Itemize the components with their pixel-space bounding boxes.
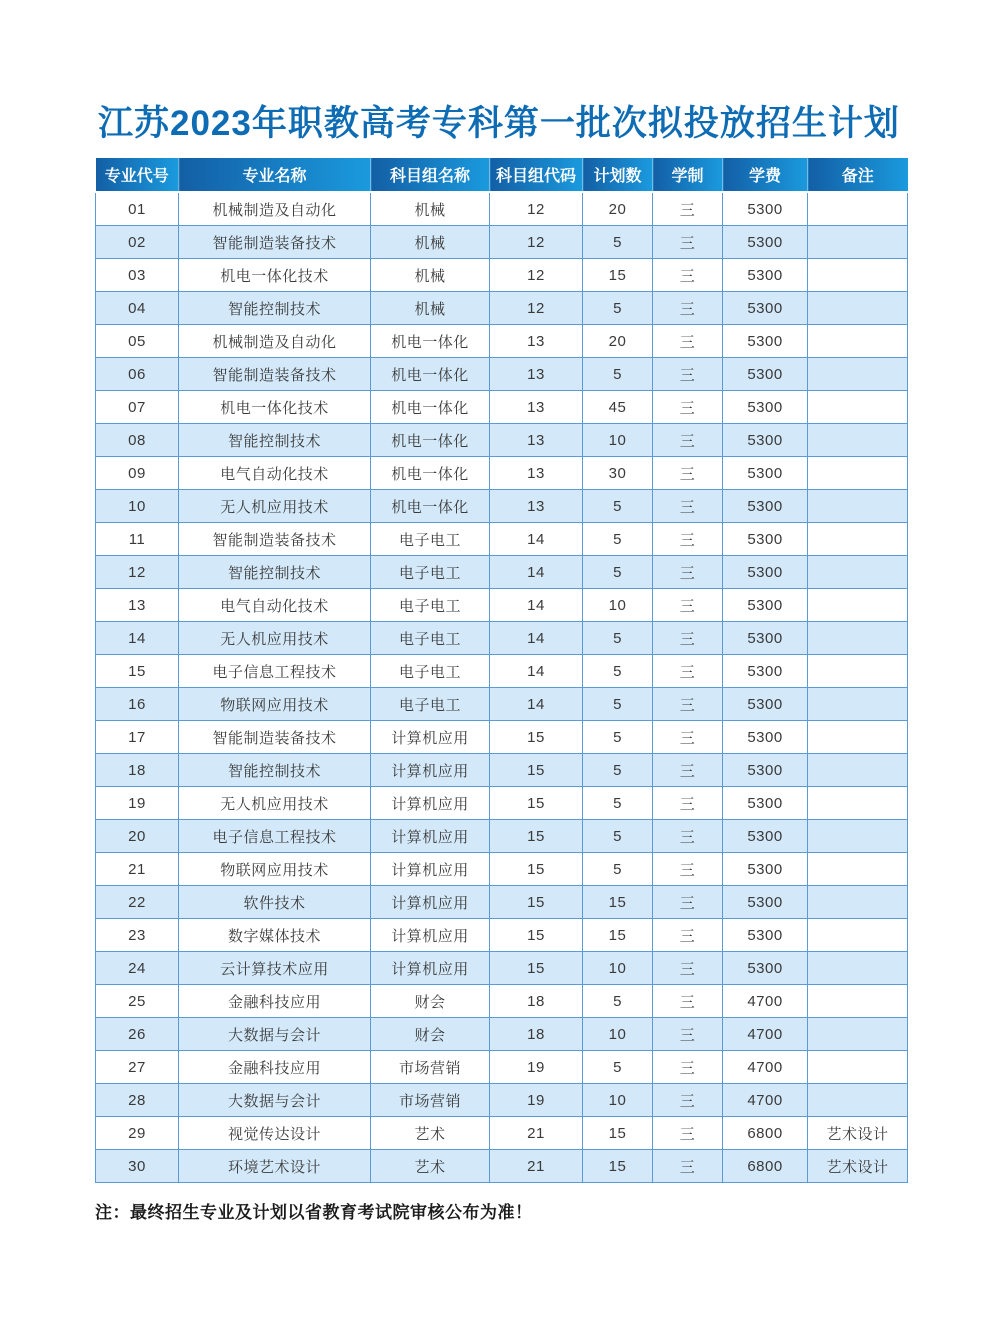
table-row bbox=[96, 886, 908, 919]
table-cell bbox=[808, 325, 908, 358]
table-cell bbox=[808, 589, 908, 622]
table-cell: 13 bbox=[490, 490, 583, 523]
table-cell: 金融科技应用 bbox=[179, 1051, 371, 1084]
table-cell: 27 bbox=[96, 1051, 179, 1084]
table-cell: 三 bbox=[653, 226, 723, 259]
table-cell: 23 bbox=[96, 919, 179, 952]
table-cell: 5 bbox=[583, 754, 653, 787]
table-cell bbox=[808, 787, 908, 820]
table-cell: 29 bbox=[96, 1117, 179, 1150]
table-cell: 19 bbox=[490, 1084, 583, 1117]
table-cell: 物联网应用技术 bbox=[179, 688, 371, 721]
table-cell: 三 bbox=[653, 688, 723, 721]
table-row bbox=[96, 391, 908, 424]
table-cell: 22 bbox=[96, 886, 179, 919]
header-cell: 计划数 bbox=[583, 158, 653, 192]
table-cell: 18 bbox=[96, 754, 179, 787]
table-cell: 5300 bbox=[723, 622, 808, 655]
table-cell: 01 bbox=[96, 192, 179, 226]
table-cell bbox=[808, 192, 908, 226]
table-row bbox=[96, 292, 908, 325]
table-cell: 5300 bbox=[723, 787, 808, 820]
table-cell: 10 bbox=[583, 1018, 653, 1051]
table-cell: 电子电工 bbox=[371, 589, 490, 622]
table-cell: 16 bbox=[96, 688, 179, 721]
table-cell: 04 bbox=[96, 292, 179, 325]
table-cell: 17 bbox=[96, 721, 179, 754]
table-cell: 5300 bbox=[723, 589, 808, 622]
table-row bbox=[96, 688, 908, 721]
table-cell: 03 bbox=[96, 259, 179, 292]
table-cell: 08 bbox=[96, 424, 179, 457]
enrollment-plan-table bbox=[95, 158, 908, 1183]
table-cell: 19 bbox=[96, 787, 179, 820]
table-cell: 15 bbox=[490, 754, 583, 787]
table-cell: 智能控制技术 bbox=[179, 424, 371, 457]
table-cell: 计算机应用 bbox=[371, 919, 490, 952]
table-cell: 10 bbox=[583, 424, 653, 457]
table-cell: 三 bbox=[653, 1150, 723, 1183]
table-cell: 10 bbox=[583, 589, 653, 622]
table-row bbox=[96, 192, 908, 226]
table-cell: 艺术 bbox=[371, 1150, 490, 1183]
table-cell: 13 bbox=[490, 391, 583, 424]
table-cell: 5300 bbox=[723, 391, 808, 424]
table-header-row bbox=[96, 158, 908, 192]
table-cell: 三 bbox=[653, 622, 723, 655]
table-cell: 机电一体化 bbox=[371, 358, 490, 391]
table-cell: 机械 bbox=[371, 292, 490, 325]
table-cell: 14 bbox=[96, 622, 179, 655]
table-cell: 智能制造装备技术 bbox=[179, 523, 371, 556]
table-row bbox=[96, 523, 908, 556]
table-cell: 财会 bbox=[371, 985, 490, 1018]
table-cell: 14 bbox=[490, 688, 583, 721]
table-cell: 28 bbox=[96, 1084, 179, 1117]
table-cell: 电子电工 bbox=[371, 556, 490, 589]
table-cell: 12 bbox=[96, 556, 179, 589]
table-cell: 数字媒体技术 bbox=[179, 919, 371, 952]
table-cell: 三 bbox=[653, 457, 723, 490]
table-cell bbox=[808, 622, 908, 655]
table-cell: 电子信息工程技术 bbox=[179, 655, 371, 688]
table-cell: 5 bbox=[583, 820, 653, 853]
table-cell: 26 bbox=[96, 1018, 179, 1051]
table-cell: 5 bbox=[583, 226, 653, 259]
table-cell: 21 bbox=[490, 1117, 583, 1150]
table-cell bbox=[808, 490, 908, 523]
table-cell bbox=[808, 688, 908, 721]
table-row bbox=[96, 952, 908, 985]
table-cell: 智能制造装备技术 bbox=[179, 226, 371, 259]
table-row bbox=[96, 1117, 908, 1150]
table-cell: 13 bbox=[490, 424, 583, 457]
table-row bbox=[96, 754, 908, 787]
table-cell: 机械 bbox=[371, 192, 490, 226]
table-cell: 20 bbox=[583, 192, 653, 226]
table-cell: 无人机应用技术 bbox=[179, 490, 371, 523]
table-cell: 15 bbox=[490, 853, 583, 886]
table-row bbox=[96, 589, 908, 622]
table-row bbox=[96, 457, 908, 490]
table-cell: 软件技术 bbox=[179, 886, 371, 919]
header-cell: 科目组名称 bbox=[371, 158, 490, 192]
table-cell: 5300 bbox=[723, 259, 808, 292]
table-cell bbox=[808, 820, 908, 853]
header-cell: 专业名称 bbox=[179, 158, 371, 192]
table-cell: 三 bbox=[653, 424, 723, 457]
table-cell: 无人机应用技术 bbox=[179, 622, 371, 655]
header-cell: 专业代号 bbox=[96, 158, 179, 192]
table-cell: 02 bbox=[96, 226, 179, 259]
table-cell: 智能控制技术 bbox=[179, 754, 371, 787]
table-cell: 10 bbox=[583, 1084, 653, 1117]
table-cell: 15 bbox=[583, 1150, 653, 1183]
table-cell: 5300 bbox=[723, 655, 808, 688]
table-cell: 14 bbox=[490, 622, 583, 655]
table-cell: 21 bbox=[490, 1150, 583, 1183]
table-row bbox=[96, 655, 908, 688]
table-cell: 电气自动化技术 bbox=[179, 589, 371, 622]
table-cell: 5300 bbox=[723, 358, 808, 391]
table-row bbox=[96, 1051, 908, 1084]
table-cell: 机电一体化 bbox=[371, 490, 490, 523]
table-cell: 机械 bbox=[371, 226, 490, 259]
table-cell: 15 bbox=[96, 655, 179, 688]
table-cell: 三 bbox=[653, 952, 723, 985]
table-row bbox=[96, 1150, 908, 1183]
table-cell bbox=[808, 853, 908, 886]
table-cell: 智能控制技术 bbox=[179, 556, 371, 589]
table-cell: 机电一体化技术 bbox=[179, 259, 371, 292]
table-cell: 12 bbox=[490, 259, 583, 292]
header-cell: 备注 bbox=[808, 158, 908, 192]
table-cell: 24 bbox=[96, 952, 179, 985]
table-cell: 11 bbox=[96, 523, 179, 556]
table-cell: 5300 bbox=[723, 325, 808, 358]
table-cell: 计算机应用 bbox=[371, 886, 490, 919]
table-cell bbox=[808, 952, 908, 985]
table-cell: 计算机应用 bbox=[371, 721, 490, 754]
table-cell: 三 bbox=[653, 1051, 723, 1084]
table-cell: 15 bbox=[490, 820, 583, 853]
table-cell: 金融科技应用 bbox=[179, 985, 371, 1018]
table-cell: 13 bbox=[490, 325, 583, 358]
table-cell: 电气自动化技术 bbox=[179, 457, 371, 490]
table-cell bbox=[808, 1084, 908, 1117]
table-cell: 艺术 bbox=[371, 1117, 490, 1150]
table-cell: 25 bbox=[96, 985, 179, 1018]
table-cell: 15 bbox=[490, 919, 583, 952]
table-cell: 5300 bbox=[723, 688, 808, 721]
table-cell: 云计算技术应用 bbox=[179, 952, 371, 985]
table-row bbox=[96, 820, 908, 853]
header-cell: 学制 bbox=[653, 158, 723, 192]
table-cell: 大数据与会计 bbox=[179, 1084, 371, 1117]
table-cell: 5300 bbox=[723, 523, 808, 556]
table-cell: 15 bbox=[490, 721, 583, 754]
table-cell: 21 bbox=[96, 853, 179, 886]
table-cell: 19 bbox=[490, 1051, 583, 1084]
table-cell: 三 bbox=[653, 556, 723, 589]
table-cell: 5300 bbox=[723, 424, 808, 457]
table-row bbox=[96, 259, 908, 292]
table-cell: 14 bbox=[490, 523, 583, 556]
table-cell bbox=[808, 655, 908, 688]
header-cell: 科目组代码 bbox=[490, 158, 583, 192]
table-cell: 15 bbox=[490, 787, 583, 820]
table-cell: 无人机应用技术 bbox=[179, 787, 371, 820]
table-cell: 20 bbox=[583, 325, 653, 358]
table-cell: 三 bbox=[653, 721, 723, 754]
table-row bbox=[96, 556, 908, 589]
table-cell: 三 bbox=[653, 853, 723, 886]
table-cell: 三 bbox=[653, 259, 723, 292]
page-title: 江苏2023年职教高考专科第一批次拟投放招生计划 bbox=[98, 104, 900, 143]
table-cell: 机械制造及自动化 bbox=[179, 192, 371, 226]
table-cell: 5300 bbox=[723, 952, 808, 985]
table-cell: 6800 bbox=[723, 1150, 808, 1183]
table-cell: 机电一体化 bbox=[371, 325, 490, 358]
table-cell: 06 bbox=[96, 358, 179, 391]
table-cell: 机械 bbox=[371, 259, 490, 292]
table-cell: 三 bbox=[653, 358, 723, 391]
table-cell: 智能制造装备技术 bbox=[179, 358, 371, 391]
table-cell bbox=[808, 556, 908, 589]
table-cell: 5300 bbox=[723, 754, 808, 787]
table-cell: 5300 bbox=[723, 556, 808, 589]
table-cell: 5 bbox=[583, 655, 653, 688]
table-row bbox=[96, 787, 908, 820]
table-row bbox=[96, 1018, 908, 1051]
table-cell: 市场营销 bbox=[371, 1051, 490, 1084]
table-cell: 财会 bbox=[371, 1018, 490, 1051]
table-cell: 机电一体化 bbox=[371, 424, 490, 457]
table-cell: 13 bbox=[490, 457, 583, 490]
table-row bbox=[96, 853, 908, 886]
table-cell: 4700 bbox=[723, 1018, 808, 1051]
table-cell: 20 bbox=[96, 820, 179, 853]
table-cell: 13 bbox=[490, 358, 583, 391]
table-cell: 三 bbox=[653, 1018, 723, 1051]
table-cell: 计算机应用 bbox=[371, 754, 490, 787]
table-cell: 市场营销 bbox=[371, 1084, 490, 1117]
table-cell: 5300 bbox=[723, 292, 808, 325]
table-cell bbox=[808, 523, 908, 556]
table-cell: 计算机应用 bbox=[371, 820, 490, 853]
table-cell: 6800 bbox=[723, 1117, 808, 1150]
table-cell bbox=[808, 358, 908, 391]
table-cell: 机电一体化技术 bbox=[179, 391, 371, 424]
table-cell: 13 bbox=[96, 589, 179, 622]
table-cell: 大数据与会计 bbox=[179, 1018, 371, 1051]
table-cell: 计算机应用 bbox=[371, 787, 490, 820]
table-cell: 计算机应用 bbox=[371, 952, 490, 985]
table-cell: 14 bbox=[490, 655, 583, 688]
table-cell: 三 bbox=[653, 192, 723, 226]
table-cell: 15 bbox=[583, 886, 653, 919]
table-cell: 三 bbox=[653, 1084, 723, 1117]
table-row bbox=[96, 985, 908, 1018]
table-cell: 5 bbox=[583, 688, 653, 721]
table-cell: 5300 bbox=[723, 820, 808, 853]
table-cell: 18 bbox=[490, 1018, 583, 1051]
table-cell: 5 bbox=[583, 787, 653, 820]
table-cell bbox=[808, 1018, 908, 1051]
table-body bbox=[96, 192, 908, 1183]
table-cell: 视觉传达设计 bbox=[179, 1117, 371, 1150]
table-cell: 15 bbox=[583, 919, 653, 952]
table-cell: 5300 bbox=[723, 490, 808, 523]
table-cell: 12 bbox=[490, 192, 583, 226]
table-cell: 5 bbox=[583, 292, 653, 325]
table-cell: 12 bbox=[490, 292, 583, 325]
table-cell: 电子电工 bbox=[371, 655, 490, 688]
table-cell: 三 bbox=[653, 490, 723, 523]
table-cell bbox=[808, 1051, 908, 1084]
table-row bbox=[96, 622, 908, 655]
table-cell: 5300 bbox=[723, 853, 808, 886]
table-cell: 环境艺术设计 bbox=[179, 1150, 371, 1183]
table-cell: 05 bbox=[96, 325, 179, 358]
table-cell: 5 bbox=[583, 622, 653, 655]
table-cell: 艺术设计 bbox=[808, 1150, 908, 1183]
table-cell: 三 bbox=[653, 292, 723, 325]
table-cell: 机电一体化 bbox=[371, 391, 490, 424]
table-cell: 三 bbox=[653, 391, 723, 424]
table-cell: 14 bbox=[490, 589, 583, 622]
table-cell: 5300 bbox=[723, 457, 808, 490]
header-cell: 学费 bbox=[723, 158, 808, 192]
table-cell: 5300 bbox=[723, 192, 808, 226]
table-cell: 5 bbox=[583, 721, 653, 754]
table-cell: 30 bbox=[583, 457, 653, 490]
table-cell: 三 bbox=[653, 589, 723, 622]
table-cell: 智能制造装备技术 bbox=[179, 721, 371, 754]
table-cell: 电子电工 bbox=[371, 622, 490, 655]
table-cell: 5 bbox=[583, 556, 653, 589]
table-cell: 4700 bbox=[723, 1051, 808, 1084]
table-cell: 15 bbox=[583, 1117, 653, 1150]
footnote: 注：最终招生专业及计划以省教育考试院审核公布为准！ bbox=[95, 1203, 533, 1222]
table-cell: 电子信息工程技术 bbox=[179, 820, 371, 853]
table-cell: 45 bbox=[583, 391, 653, 424]
table-row bbox=[96, 721, 908, 754]
table-row bbox=[96, 1084, 908, 1117]
table-cell: 5300 bbox=[723, 919, 808, 952]
table-cell bbox=[808, 754, 908, 787]
table-cell: 三 bbox=[653, 820, 723, 853]
table-cell: 4700 bbox=[723, 1084, 808, 1117]
table-cell bbox=[808, 259, 908, 292]
table-cell: 5300 bbox=[723, 886, 808, 919]
table-cell: 5 bbox=[583, 1051, 653, 1084]
table-cell: 09 bbox=[96, 457, 179, 490]
table-cell: 10 bbox=[96, 490, 179, 523]
table-cell: 三 bbox=[653, 325, 723, 358]
table-row bbox=[96, 226, 908, 259]
table-cell: 三 bbox=[653, 787, 723, 820]
table-cell: 智能控制技术 bbox=[179, 292, 371, 325]
table-cell: 三 bbox=[653, 754, 723, 787]
table-cell: 三 bbox=[653, 1117, 723, 1150]
table-cell: 4700 bbox=[723, 985, 808, 1018]
table-cell: 5 bbox=[583, 358, 653, 391]
table-cell bbox=[808, 721, 908, 754]
table-cell: 机电一体化 bbox=[371, 457, 490, 490]
table-cell: 5300 bbox=[723, 721, 808, 754]
table-cell: 三 bbox=[653, 523, 723, 556]
table-row bbox=[96, 358, 908, 391]
table-cell: 电子电工 bbox=[371, 688, 490, 721]
table-cell: 30 bbox=[96, 1150, 179, 1183]
table-cell: 5 bbox=[583, 523, 653, 556]
table-cell: 14 bbox=[490, 556, 583, 589]
table-row bbox=[96, 490, 908, 523]
table-cell: 三 bbox=[653, 919, 723, 952]
table-cell bbox=[808, 886, 908, 919]
table-cell: 15 bbox=[490, 886, 583, 919]
table-cell: 物联网应用技术 bbox=[179, 853, 371, 886]
table-cell bbox=[808, 391, 908, 424]
table-row bbox=[96, 424, 908, 457]
table-row bbox=[96, 919, 908, 952]
table-cell: 5 bbox=[583, 853, 653, 886]
table-cell: 三 bbox=[653, 655, 723, 688]
table-cell: 计算机应用 bbox=[371, 853, 490, 886]
table-cell: 12 bbox=[490, 226, 583, 259]
table-cell: 电子电工 bbox=[371, 523, 490, 556]
table-cell: 机械制造及自动化 bbox=[179, 325, 371, 358]
table-row bbox=[96, 325, 908, 358]
table-cell: 三 bbox=[653, 886, 723, 919]
table-cell bbox=[808, 457, 908, 490]
table-cell bbox=[808, 919, 908, 952]
table-cell: 07 bbox=[96, 391, 179, 424]
table-cell bbox=[808, 292, 908, 325]
table-cell: 18 bbox=[490, 985, 583, 1018]
table-cell: 10 bbox=[583, 952, 653, 985]
table-cell: 艺术设计 bbox=[808, 1117, 908, 1150]
table-cell bbox=[808, 985, 908, 1018]
table-cell: 5300 bbox=[723, 226, 808, 259]
table-cell: 15 bbox=[490, 952, 583, 985]
table-cell: 15 bbox=[583, 259, 653, 292]
table-cell: 5 bbox=[583, 985, 653, 1018]
table-cell: 5 bbox=[583, 490, 653, 523]
table-cell bbox=[808, 424, 908, 457]
table-cell: 三 bbox=[653, 985, 723, 1018]
table-cell bbox=[808, 226, 908, 259]
